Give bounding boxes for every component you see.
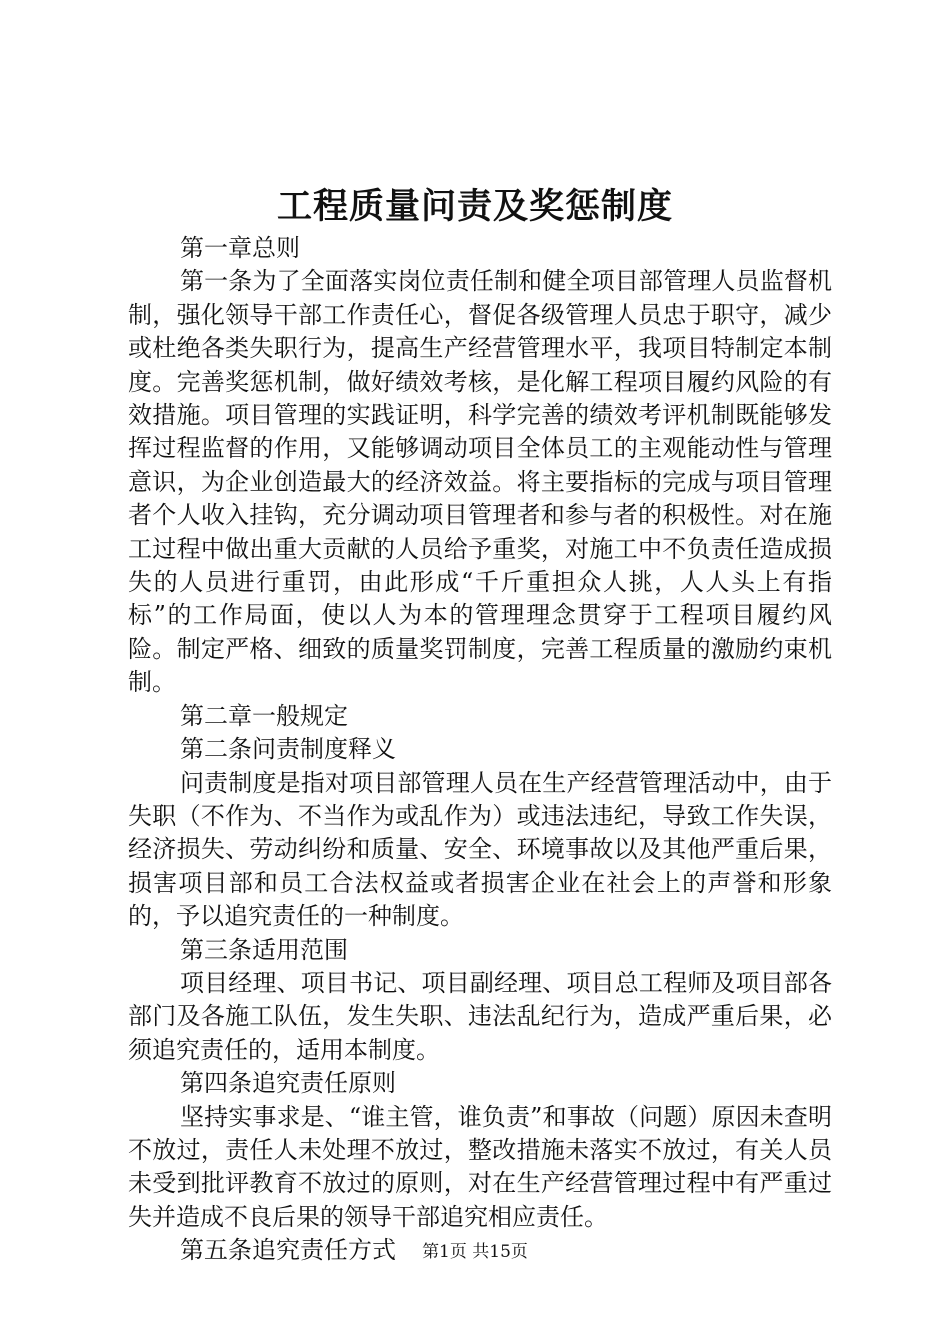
article-heading: 第四条追究责任原则 [180, 1069, 396, 1098]
body-paragraph: 项目经理、项目书记、项目副经理、项目总工程师及项目部各部门及各施工队伍，发生失职、违法乱纪行为，造成严重后果，必须追究责任的，适用本制度。 [128, 968, 832, 1064]
document-title: 工程质量问责及奖惩制度 [276, 186, 673, 227]
body-paragraph: 坚持实事求是、“谁主管，谁负责”和事故（问题）原因未查明不放过，责任人未处理不放过，整改措施未落实不放过，有关人员未受到批评教育不放过的原则，对在生产经营管理过程中有严重过失并造成不良后果的领导干部追究相应责任。 [128, 1102, 832, 1231]
document-body [128, 232, 832, 1268]
article-heading: 第三条适用范围 [180, 935, 348, 964]
chapter-heading: 第二章一般规定 [180, 701, 348, 730]
page-footer: 第1页 共15页 [422, 1242, 528, 1262]
article-heading: 第五条追究责任方式 [180, 1236, 396, 1265]
body-paragraph: 问责制度是指对项目部管理人员在生产经营管理活动中，由于失职（不作为、不当作为或乱作为）或违法违纪，导致工作失误，经济损失、劳动纠纷和质量、安全、环境事故以及其他严重后果，损害项目部和员工合法权益或者损害企业在社会上的声誉和形象的，予以追究责任的一种制度。 [128, 768, 832, 931]
body-paragraph: 第一条为了全面落实岗位责任制和健全项目部管理人员监督机制，强化领导干部工作责任心，督促各级管理人员忠于职守，减少或杜绝各类失职行为，提高生产经营管理水平，我项目特制定本制度。完善奖惩机制，做好绩效考核，是化解工程项目履约风险的有效措施。项目管理的实践证明，科学完善的绩效考评机制既能够发挥过程监督的作用，又能够调动项目全体员工的主观能动性与管理意识，为企业创造最大的经济效益。将主要指标的完成与项目管理者个人收入挂钩，充分调动项目管理者和参与者的积极性。对在施工过程中做出重大贡献的人员给予重奖，对施工中不负责任造成损失的人员进行重罚，由此形成“千斤重担众人挑，人人头上有指标”的工作局面，使以人为本的管理理念贯穿于工程项目履约风险。制定严格、细致的质量奖罚制度，完善工程质量的激励约束机制。 [128, 267, 832, 697]
article-heading: 第二条问责制度释义 [180, 735, 396, 764]
chapter-heading: 第一章总则 [180, 234, 300, 262]
